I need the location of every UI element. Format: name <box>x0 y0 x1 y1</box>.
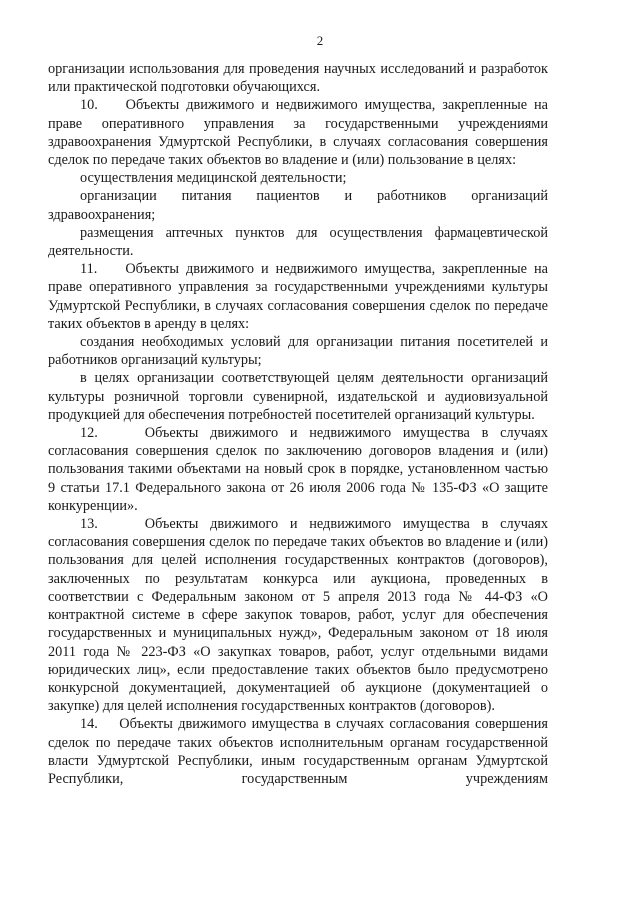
paragraph-purpose-pharmacy: размещения аптечных пунктов для осуществления фармацевтической деятельности. <box>48 224 548 260</box>
paragraph-item-12: 12. Объекты движимого и недвижимого имущества в случаях согласования совершения сделок по заключению договоров владения и (или) пользования такими объектами на новый срок в порядке, установленном частью 9 статьи 17.1 Федерального закона от 26 июля 2006 года № 135-ФЗ «О защите конкуренции». <box>48 425 548 514</box>
paragraph-item-13: 13. Объекты движимого и недвижимого имущества в случаях согласования совершения сделок по передаче таких объектов во владение и (или) пользования для целей исполнения государственных контрактов (договоров), заключенных по результатам конкурса или аукциона, проведенных в соответствии с Федеральным законом от 5 апреля 2013 года № 44-ФЗ «О контрактной системе в сфере закупок товаров, работ, услуг для обеспечения государственных и муниципальных нужд», Федеральным законом от 18 июля 2011 года № 223-ФЗ «О закупках товаров, работ, услуг отдельными видами юридических лиц», если предоставление таких объектов было предусмотрено конкурсной документацией, документацией об аукционе (документацией о закупке) для целей исполнения государственных контрактов (договоров). <box>48 516 548 715</box>
paragraph-item-11: 11. Объекты движимого и недвижимого имущества, закрепленные на праве оперативного управления за государственными учреждениями культуры Удмуртской Республики, в случаях согласования совершения сделок по передаче таких объектов в аренду в целях: <box>48 261 548 332</box>
paragraph-purpose-retail: в целях организации соответствующей целям деятельности организаций культуры розничной торговли сувенирной, издательской и аудиовизуальной продукцией для обеспечения потребностей посетителей организаций культуры. <box>48 370 548 423</box>
paragraph-purpose-medical: осуществления медицинской деятельности; <box>80 170 347 187</box>
paragraph-item-10: 10. Объекты движимого и недвижимого имущества, закрепленные на праве оперативного управления за государственными учреждениями здравоохранения Удмуртской Республики, в случаях согласования совершения сделок по передаче таких объектов во владение и (или) пользование в целях: <box>48 97 548 169</box>
paragraph-purpose-catering: организации питания пациентов и работников организаций здравоохранения; <box>48 188 548 223</box>
paragraph-item-14: 14. Объекты движимого имущества в случаях согласования совершения сделок по передаче таких объектов исполнительным органам государственной власти Удмуртской Республики, иным государственным органам Удмуртской Республики, государственным учреждениям <box>48 716 548 787</box>
paragraph-continuation: организации использования для проведения научных исследований и разработок или практической подготовки обучающихся. <box>48 61 548 96</box>
page-number: 2 <box>316 33 324 48</box>
paragraph-purpose-visitors: создания необходимых условий для организации питания посетителей и работников организаций культуры; <box>48 334 548 369</box>
document-body <box>48 60 548 788</box>
